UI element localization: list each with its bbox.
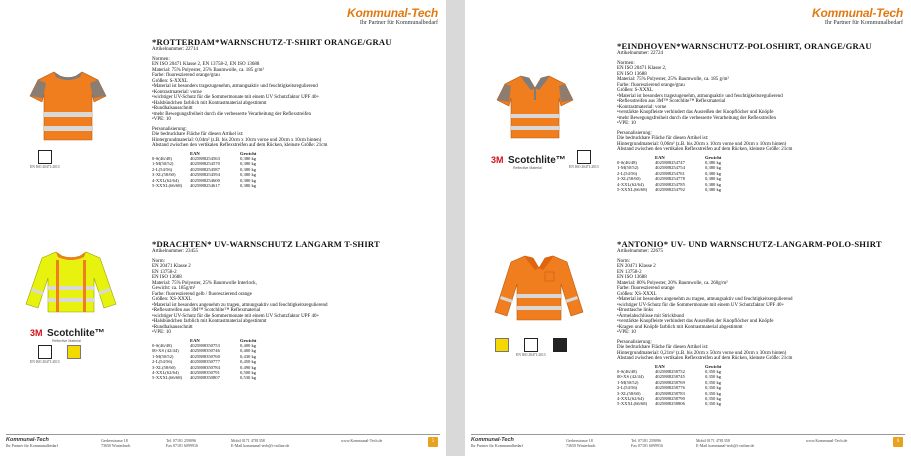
ean-cell: 4025888254587 (190, 166, 220, 172)
product-rotterdam (152, 38, 442, 188)
3m-mark: 3M (491, 155, 504, 165)
table-row (152, 172, 268, 177)
ean-cell: 4025888350760 (190, 353, 220, 359)
weight-cell: 0,400 kg (240, 348, 257, 354)
personalisation-line: Die bedruckbare Fläche für diesen Artikel ist: (617, 136, 709, 141)
size-cell: 5-XXXL(66/68) (152, 375, 183, 381)
page-footer (471, 434, 905, 451)
feature-bullet: • Kragen und Knöpfe farblich mit Kontrastmaterial abgestimmt (617, 325, 907, 331)
table-row (617, 401, 733, 406)
product-details (617, 249, 907, 407)
size-cell: 00-XS (42/44) (617, 374, 644, 380)
eindhoven-cert-badges (569, 150, 602, 169)
footer-email[interactable]: E-Mail kommunal-tech@t-online.de (231, 443, 290, 448)
personalisation-line: Hintergrundmaterial: 0,21m² (z.B. bis 20cm x 50cm vorne und 20cm x 30cm hinten) (617, 350, 787, 356)
feature-bullet: • Rundhalsausschnitt (152, 106, 442, 112)
footer-tagline: Ihr Partner für Kommunalbedarf (6, 443, 59, 448)
en-iso-20471-badge (30, 150, 60, 169)
en-iso-20471-badge (516, 338, 546, 357)
feature-bullet: • Material ist besonders angenehm zu tragen, atmungsaktiv und feuchtigkeitsregulierend (152, 303, 442, 309)
weight-cell: 0,350 kg (705, 401, 722, 407)
scotchlite-sub: Reflective Material (52, 339, 81, 343)
spec-line: Material: 75% Polyester, 25% Baumwolle, ca. 185 g/m² (152, 67, 264, 73)
table-row (152, 359, 268, 364)
personalisation-line: Personalisierung: (152, 126, 187, 132)
size-cell: 3-XL(58/60) (617, 176, 641, 182)
personalisation-line: Personalisierung: (617, 339, 652, 345)
feature-bullet: • Rundhalsausschnitt (152, 325, 442, 331)
ean-cell: 4025888350784 (190, 364, 220, 370)
brand-header (812, 7, 903, 27)
cert-label: EN ISO 20471:2013 (516, 353, 546, 357)
weight-cell: 0,380 kg (240, 172, 257, 178)
cert-label: EN ISO 20471:2013 (569, 165, 599, 169)
footer-mobile: Mobil 0171 4781358 (696, 438, 730, 443)
size-cell: 0-S(46/48) (152, 342, 172, 348)
column-header: EAN (190, 150, 200, 156)
personalisation-line: Abstand zwischen den vertikalen Reflexstreifen auf dem Rücken, kleinste Größe: 21cm (617, 356, 793, 361)
size-cell: 2-L(54/56) (617, 385, 638, 391)
ean-cell: 4025888254792 (655, 186, 685, 192)
size-table (152, 151, 268, 189)
catalog-page-left (0, 0, 446, 456)
column-header: EAN (655, 363, 665, 369)
weight-cell: 0,380 kg (705, 165, 722, 171)
footer-street: Gerberstrasse 18 (101, 438, 128, 443)
spec-line: EN 20471 Klasse 2 (152, 264, 191, 269)
ean-cell: 4025888258806 (655, 401, 685, 407)
footer-brand: Kommunal-Tech (6, 437, 49, 443)
spec-line: Material: 75% Polyester, 25% Baumwolle, ca. 185 g/m² (617, 77, 729, 82)
footer-brand: Kommunal-Tech (471, 437, 514, 443)
product-title: *EINDHOVEN*WARNSCHUTZ-POLOSHIRT, ORANGE/GRAU (617, 41, 872, 51)
table-row (152, 183, 268, 188)
3m-mark: 3M (30, 328, 43, 338)
product-antonio (617, 240, 907, 407)
size-cell: 4-XXL(62/64) (152, 369, 179, 375)
weight-cell: 0,350 kg (705, 390, 722, 396)
size-cell: 3-XL(58/60) (152, 364, 176, 370)
size-cell: 5-XXXL(66/68) (152, 182, 183, 188)
ean-cell: 4025888258769 (655, 379, 685, 385)
brand-header (347, 7, 438, 27)
cert-label: EN ISO 20471:2013 (30, 165, 60, 169)
size-cell: 2-L(54/56) (152, 359, 173, 365)
spec-line: Normen: (617, 60, 635, 66)
weight-cell: 0,350 kg (705, 368, 722, 374)
brand-tagline: Ihr Partner für Kommunalbedarf (359, 20, 438, 26)
spec-line: Norm: (152, 258, 166, 264)
table-row (617, 374, 733, 379)
feature-bullet: • verstärkte Knopfleiste verhindert das Ausreißen der Knopflöcher und Knöpfe (617, 319, 907, 325)
spec-line: EN ISO 20471 Klasse 2, EN 13758-2, EN ISO 13688 (152, 62, 260, 67)
footer-fax: Fax 07181 6099916 (631, 443, 663, 448)
brand-logo: Kommunal-Tech (812, 6, 903, 20)
spec-line: EN 13758-2 (617, 269, 642, 275)
uv-protection-badge (67, 345, 81, 360)
column-header: Gewicht (240, 337, 257, 343)
feature-bullet: • VPE: 10 (617, 330, 907, 336)
ean-cell: 4025888350791 (190, 369, 220, 375)
spec-line: Farbe: fluoreszierend orange/grau (617, 82, 685, 88)
spec-line: Artikelnummer: 22724 (617, 51, 663, 56)
table-row (152, 161, 268, 166)
spec-line: Farbe: fluoreszierend gelb / fluoreszierend orange (152, 291, 252, 297)
size-cell: 1-M(50/52) (152, 353, 174, 359)
ean-cell: 4025888350746 (190, 348, 220, 354)
hi-vis-pictogram-icon (38, 150, 52, 164)
ean-cell: 4025888254747 (655, 159, 685, 165)
care-label-badge (553, 338, 567, 353)
column-header: Gewicht (705, 154, 722, 160)
ean-cell: 4025888350807 (190, 375, 220, 381)
personalisation-line: Abstand zwischen den vertikalen Reflexstreifen auf dem Rücken, kleinste Größe: 21cm (617, 147, 793, 152)
column-header: Gewicht (240, 150, 257, 156)
ean-cell: 4025888258745 (655, 374, 685, 380)
weight-cell: 0,380 kg (705, 186, 722, 192)
spec-line: EN ISO 13688 (617, 71, 647, 77)
eindhoven-polo-image (493, 72, 577, 140)
size-cell: 1-M(50/52) (617, 165, 639, 171)
personalisation-line: Abstand zwischen den vertikalen Reflexstreifen auf dem Rücken, kleinste Größe: 21cm (152, 143, 328, 148)
feature-bullet: • Reflexstreifen aus 3M™ Scotchlite™ Reflexmaterial (152, 308, 442, 314)
spec-line: Größen: S-XXXL (152, 78, 188, 84)
hi-vis-pictogram-icon (524, 338, 538, 352)
hi-vis-pictogram-icon (38, 345, 52, 359)
weight-cell: 0,380 kg (240, 161, 257, 167)
personalisation-line: Hintergrundmaterial: 0,06m² (z.B. bis 20cm x 10cm vorne und 20cm x 10cm hinten) (617, 141, 787, 147)
size-cell: 5-XXXL(66/68) (617, 186, 648, 192)
footer-street: Gerberstrasse 18 (566, 438, 593, 443)
spec-line: Gewicht: ca. 185g/m² (152, 286, 196, 291)
product-eindhoven (617, 42, 907, 192)
weight-cell: 0,490 kg (240, 364, 257, 370)
weight-cell: 0,380 kg (705, 176, 722, 182)
spec-line: Größen: XS-XXXL (152, 297, 192, 302)
size-cell: 0-S(46/48) (152, 155, 172, 161)
brand-logo: Kommunal-Tech (347, 6, 438, 20)
weight-cell: 0,530 kg (240, 375, 257, 381)
scotchlite-word: Scotchlite™ (507, 155, 566, 166)
personalisation-line: Hintergrundmaterial: 0,04m² (z.B. bis 20cm x 10cm vorne und 20cm x 10cm hinten) (152, 137, 322, 143)
ean-cell: 4025888350777 (190, 359, 220, 365)
hi-vis-pictogram-icon (577, 150, 591, 164)
feature-bullet: • VPE: 10 (152, 330, 442, 336)
ean-cell: 4025888254570 (190, 161, 220, 167)
scotchlite-word: Scotchlite™ (46, 328, 105, 339)
size-cell: 0-S(46/48) (617, 159, 637, 165)
personalisation-line: Die bedruckbare Fläche für diesen Artikel ist: (617, 345, 709, 350)
ean-cell: 4025888258783 (655, 390, 685, 396)
personalisation-line: Personalisierung: (617, 130, 652, 136)
weight-cell: 0,380 kg (240, 155, 257, 161)
ean-cell: 4025888254778 (655, 176, 685, 182)
table-row (617, 187, 733, 192)
size-cell: 3-XL(58/60) (152, 172, 176, 178)
size-cell: 1-M(50/52) (152, 161, 174, 167)
spec-line: EN 13758-2 (152, 269, 177, 275)
drachten-shirt-image (24, 248, 118, 314)
product-details (617, 51, 907, 192)
weight-cell: 0,430 kg (240, 353, 257, 359)
footer-tagline: Ihr Partner für Kommunalbedarf (471, 443, 524, 448)
uv-sun-icon (495, 338, 509, 352)
column-header: EAN (655, 154, 665, 160)
feature-bullet: • wichtiger UV-Schutz für die Sommermonate mit einem UV Schutzfaktor UPF 40+ (152, 95, 442, 101)
ean-cell: 4025888254563 (190, 155, 220, 161)
product-title: *DRACHTEN* UV-WARNSCHUTZ LANGARM T-SHIRT (152, 239, 380, 249)
spec-line: EN ISO 13688 (152, 275, 182, 280)
drachten-cert-badges (30, 345, 84, 364)
spec-line: Farbe: fluoreszierend orange (617, 286, 675, 291)
catalog-page-right (465, 0, 911, 456)
care-symbol-icon (553, 338, 567, 352)
spec-line: Material: 75% Polyester, 25% Baumwolle Interlock, (152, 280, 257, 286)
footer-fax: Fax 07181 6099916 (166, 443, 198, 448)
ean-cell: 4025888258752 (655, 368, 685, 374)
footer-city: 73650 Winterbach (566, 443, 596, 448)
footer-email[interactable]: E-Mail kommunal-tech@t-online.de (696, 443, 755, 448)
ean-cell: 4025888258776 (655, 385, 685, 391)
size-cell: 4-XXL(62/64) (617, 395, 644, 401)
spec-line: Artikelnummer: 23455 (152, 249, 198, 254)
size-cell: 00-XS (42/44) (152, 348, 179, 354)
table-row (152, 348, 268, 353)
table-row (617, 176, 733, 181)
cert-label: EN ISO 20471:2013 (30, 360, 60, 364)
table-row (617, 165, 733, 170)
weight-cell: 0,380 kg (705, 159, 722, 165)
spec-line: Artikelnummer: 22675 (617, 249, 663, 254)
spec-line: Größen: S-XXXL (617, 88, 653, 93)
rotterdam-cert-badges (30, 150, 63, 169)
feature-bullet: • Material ist besonders tragezugenehm, atmungsaktiv und feuchtigkeitsregulierend (617, 94, 907, 100)
weight-cell: 0,450 kg (240, 359, 257, 365)
weight-cell: 0,380 kg (240, 177, 257, 183)
size-cell: 5-XXXL(66/68) (617, 401, 648, 407)
size-table (152, 338, 268, 381)
feature-bullet: • VPE: 10 (617, 121, 907, 127)
size-cell: 4-XXL(62/64) (152, 177, 179, 183)
page-number: 5 (428, 437, 438, 447)
size-cell: 2-L(54/56) (617, 170, 638, 176)
feature-bullet: • Halsbündchen farblich mit Kontrastmaterial abgestimmt (152, 319, 442, 325)
spec-line: Artikelnummer: 22714 (152, 47, 198, 52)
product-title: *ROTTERDAM*WARNSCHUTZ-T-SHIRT ORANGE/GRAU (152, 37, 392, 47)
feature-bullet: • Material ist besonders tragezugenehm, atmungsaktiv und feuchtigkeitsregulierend (152, 84, 442, 90)
ean-cell: 4025888254617 (190, 182, 220, 188)
spec-line: Norm: (617, 258, 631, 264)
feature-bullet: • Brusttasche links (617, 308, 907, 314)
feature-bullet: • Material ist besonders angenehm zu tragen, atmungsaktiv und feuchtigkeitsregulierend (617, 297, 907, 303)
weight-cell: 0,380 kg (240, 166, 257, 172)
personalisation-line: Die bedruckbare Fläche für diesen Artikel ist: (152, 132, 244, 137)
feature-bullet: • VPE: 10 (152, 117, 442, 123)
product-details (152, 47, 442, 188)
weight-cell: 0,350 kg (705, 374, 722, 380)
size-cell: 1-M(50/52) (617, 379, 639, 385)
feature-bullet: • wichtiger UV-Schutz für die Sommermonate mit einem UV Schutzfaktor UPF 40+ (152, 314, 442, 320)
page-footer (6, 434, 440, 451)
size-cell: 4-XXL(62/64) (617, 181, 644, 187)
ean-cell: 4025888254594 (190, 172, 220, 178)
weight-cell: 0,500 kg (240, 369, 257, 375)
column-header: EAN (190, 337, 200, 343)
feature-bullet: • verstärkte Knopfleiste verhindert das Ausreißen der Knopflöcher und Knöpfe (617, 110, 907, 116)
weight-cell: 0,350 kg (705, 385, 722, 391)
weight-cell: 0,400 kg (240, 342, 257, 348)
weight-cell: 0,350 kg (705, 395, 722, 401)
footer-city: 73650 Winterbach (101, 443, 131, 448)
spec-line: Farbe: fluoreszierend orange/grau (152, 73, 220, 78)
product-drachten (152, 240, 442, 381)
weight-cell: 0,350 kg (705, 379, 722, 385)
en-iso-20471-badge (569, 150, 599, 169)
footer-phone: Tel. 07181 259096 (166, 438, 197, 443)
feature-bullet: • wichtiger UV-Schutz für die Sommermonate mit einem UV Schutzfaktor UPF 40+ (617, 303, 907, 309)
ean-cell: 4025888254600 (190, 177, 220, 183)
product-title: *ANTONIO* UV- UND WARNSCHUTZ-LANGARM-POLO-SHIRT (617, 239, 882, 249)
antonio-polo-image (493, 252, 585, 322)
table-row (617, 385, 733, 390)
table-row (152, 375, 268, 380)
spec-line: EN ISO 13688 (617, 275, 647, 280)
weight-cell: 0,380 kg (705, 181, 722, 187)
footer-website-link[interactable]: www.Kommunal-Tech.de (341, 438, 383, 443)
page-number: 6 (893, 437, 903, 447)
feature-bullet: • mehr Bewegungsfreiheit durch die verbesserte Verarbeitung der Reflexstreifen (152, 112, 442, 118)
feature-bullet: • Halsbündchen farblich mit Kontrastmaterial abgestimmt (152, 101, 442, 107)
rotterdam-shirt-image (26, 68, 110, 142)
ean-cell: 4025888254785 (655, 181, 685, 187)
weight-cell: 0,380 kg (705, 170, 722, 176)
ean-cell: 4025888254761 (655, 170, 685, 176)
footer-mobile: Mobil 0171 4781358 (231, 438, 265, 443)
spec-line: Normen: (152, 56, 170, 62)
feature-bullet: • Reflexstreifen aus 3M™ Scotchlite™ Reflexmaterial (617, 99, 907, 105)
size-cell: 3-XL(58/60) (617, 390, 641, 396)
product-details (152, 249, 442, 381)
size-table (617, 155, 733, 193)
feature-bullet: • mehr Bewegungsfreiheit durch die verbesserte Verarbeitung der Reflexstreifen (617, 116, 907, 122)
column-header: Gewicht (705, 363, 722, 369)
spec-line: Material: 80% Polyester, 20% Baumwolle, ca. 260g/m² (617, 280, 728, 286)
spec-line: EN 20471 Klasse 2 (617, 264, 656, 269)
spec-line: Größen: XS-XXXL (617, 291, 657, 297)
scotchlite-logo (491, 150, 566, 170)
scotchlite-sub: Reflective Material (513, 166, 542, 170)
antonio-cert-badges (495, 338, 570, 357)
ean-cell: 4025888350753 (190, 342, 220, 348)
uv-sun-icon (67, 345, 81, 359)
brand-tagline: Ihr Partner für Kommunalbedarf (824, 20, 903, 26)
feature-bullet: • Kontrastrnaterial: vorne (152, 90, 442, 96)
en-iso-20471-badge (30, 345, 60, 364)
size-cell: 2-L(54/56) (152, 166, 173, 172)
footer-website-link[interactable]: www.Kommunal-Tech.de (806, 438, 848, 443)
size-table (617, 364, 733, 407)
feature-bullet: • Ärmelabschlüsse mit Strickbund (617, 314, 907, 320)
uv-protection-badge (495, 338, 509, 353)
footer-phone: Tel. 07181 259096 (631, 438, 662, 443)
weight-cell: 0,380 kg (240, 182, 257, 188)
spec-line: EN ISO 20471 Klasse 2, (617, 66, 667, 71)
ean-cell: 4025888258790 (655, 395, 685, 401)
size-cell: 0-S(46/48) (617, 368, 637, 374)
scotchlite-logo (30, 323, 105, 343)
ean-cell: 4025888254754 (655, 165, 685, 171)
feature-bullet: • Kontrastmaterial: vorne (617, 105, 907, 111)
